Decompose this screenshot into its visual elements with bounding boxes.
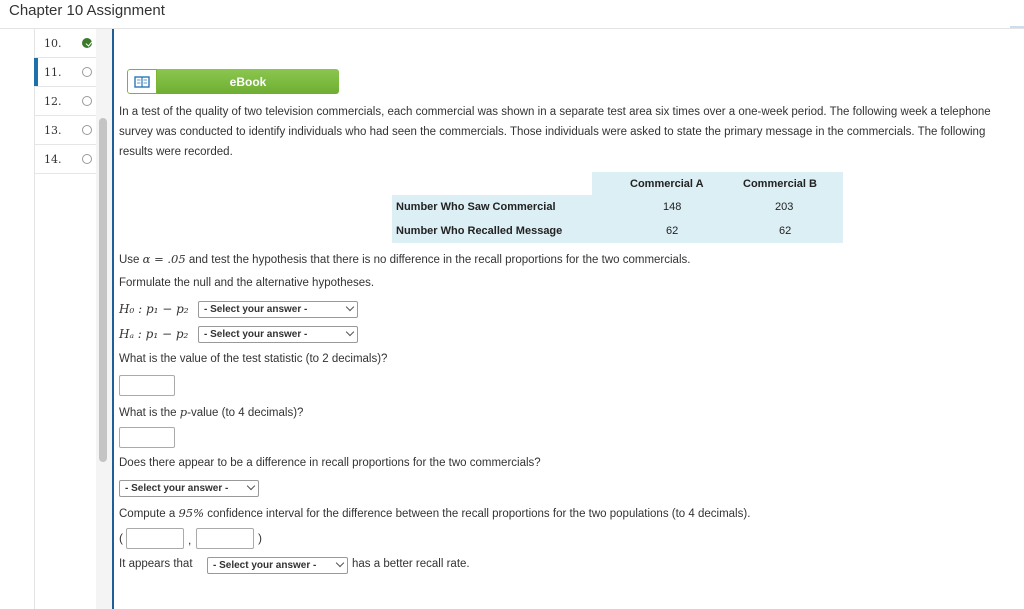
select-value: - Select your answer - bbox=[204, 304, 308, 315]
ebook-button[interactable] bbox=[127, 69, 339, 94]
chevron-down-icon bbox=[346, 328, 354, 336]
ci-lower-input[interactable] bbox=[126, 528, 184, 549]
question-number: 12. bbox=[44, 95, 62, 108]
ci-upper-input[interactable] bbox=[196, 528, 254, 549]
table-header-commercial-b: Commercial B bbox=[743, 178, 817, 190]
question-sidebar bbox=[34, 29, 98, 609]
intro-line: In a test of the quality of two television commercials, each commercial was shown in a separate test area six times over a one-week period. The following week a telephone bbox=[119, 106, 991, 118]
question-nav-item-11[interactable] bbox=[35, 58, 97, 87]
appears-post: has a better recall rate. bbox=[352, 558, 470, 570]
select-value: - Select your answer - bbox=[204, 329, 308, 340]
ci-close-paren: ) bbox=[258, 531, 262, 545]
ci-pre: Compute a bbox=[119, 508, 176, 520]
p-value-pre: What is the bbox=[119, 407, 177, 419]
chevron-down-icon bbox=[336, 559, 344, 567]
ci-level: 95% bbox=[178, 506, 205, 520]
page-title: Chapter 10 Assignment bbox=[9, 2, 165, 19]
table-cell-saw-b: 203 bbox=[775, 201, 794, 213]
table-header-blank bbox=[392, 172, 592, 195]
chevron-down-icon bbox=[346, 303, 354, 311]
ci-comma: , bbox=[188, 533, 192, 547]
question-number: 13. bbox=[44, 124, 62, 137]
content-divider bbox=[112, 29, 114, 609]
table-row-label-saw: Number Who Saw Commercial bbox=[396, 201, 556, 213]
header-corner-accent bbox=[1010, 26, 1024, 28]
question-number: 14. bbox=[44, 153, 62, 166]
question-number: 10. bbox=[44, 37, 62, 50]
p-value-question bbox=[119, 405, 303, 419]
question-nav-item-12[interactable] bbox=[35, 87, 97, 116]
table-row-label-recalled: Number Who Recalled Message bbox=[396, 225, 563, 237]
alpha-value: α = .05 bbox=[142, 252, 186, 266]
incomplete-circle-icon bbox=[82, 96, 92, 106]
intro-line: survey was conducted to identify individuals who had seen the commercials. Those individuals were asked to state the primary message in the commercials. The following bbox=[119, 125, 986, 138]
question-nav-item-10[interactable] bbox=[35, 29, 97, 58]
select-value: - Select your answer - bbox=[125, 483, 229, 494]
p-value-input[interactable] bbox=[119, 427, 175, 448]
question-number: 11. bbox=[44, 66, 62, 79]
ebook-label: eBook bbox=[157, 69, 339, 94]
difference-select[interactable] bbox=[119, 480, 259, 497]
ci-post: confidence interval for the difference between the recall proportions for the two populations (to 4 decimals). bbox=[207, 508, 751, 520]
alternative-hypothesis-select[interactable] bbox=[198, 326, 358, 343]
test-statistic-question: What is the value of the test statistic (to 2 decimals)? bbox=[119, 353, 388, 365]
confidence-interval-question bbox=[119, 506, 750, 520]
better-recall-select[interactable] bbox=[207, 557, 348, 574]
incomplete-circle-icon bbox=[82, 154, 92, 164]
question-nav-item-14[interactable] bbox=[35, 145, 97, 174]
header bbox=[0, 0, 1024, 29]
question-intro bbox=[119, 103, 1024, 162]
chevron-down-icon bbox=[247, 482, 255, 490]
null-hypothesis-select[interactable] bbox=[198, 301, 358, 318]
alternative-hypothesis-label: Hₐ : p₁ − p₂ bbox=[119, 327, 189, 341]
completed-check-icon bbox=[82, 38, 92, 48]
alpha-pre: Use bbox=[119, 254, 140, 266]
book-icon bbox=[127, 69, 157, 94]
question-nav-item-13[interactable] bbox=[35, 116, 97, 145]
test-statistic-input[interactable] bbox=[119, 375, 175, 396]
incomplete-circle-icon bbox=[82, 125, 92, 135]
alpha-instruction bbox=[119, 252, 690, 266]
select-value: - Select your answer - bbox=[213, 560, 317, 571]
formulate-instruction: Formulate the null and the alternative hypotheses. bbox=[119, 277, 375, 289]
p-value-symbol: p bbox=[179, 405, 188, 419]
appears-pre: It appears that bbox=[119, 558, 193, 570]
table-cell-recalled-b: 62 bbox=[779, 225, 792, 237]
null-hypothesis-label: H₀ : p₁ − p₂ bbox=[119, 302, 189, 316]
difference-question: Does there appear to be a difference in recall proportions for the two commercials? bbox=[119, 457, 541, 469]
ci-open-paren: ( bbox=[119, 531, 123, 545]
intro-line: results were recorded. bbox=[119, 145, 233, 158]
incomplete-circle-icon bbox=[82, 67, 92, 77]
sidebar-scrollbar-thumb[interactable] bbox=[99, 118, 107, 462]
p-value-post: -value (to 4 decimals)? bbox=[187, 407, 304, 419]
table-header-commercial-a: Commercial A bbox=[630, 178, 704, 190]
alpha-post: and test the hypothesis that there is no difference in the recall proportions for the two commercials. bbox=[188, 254, 691, 266]
table-cell-saw-a: 148 bbox=[663, 201, 682, 213]
table-cell-recalled-a: 62 bbox=[666, 225, 679, 237]
